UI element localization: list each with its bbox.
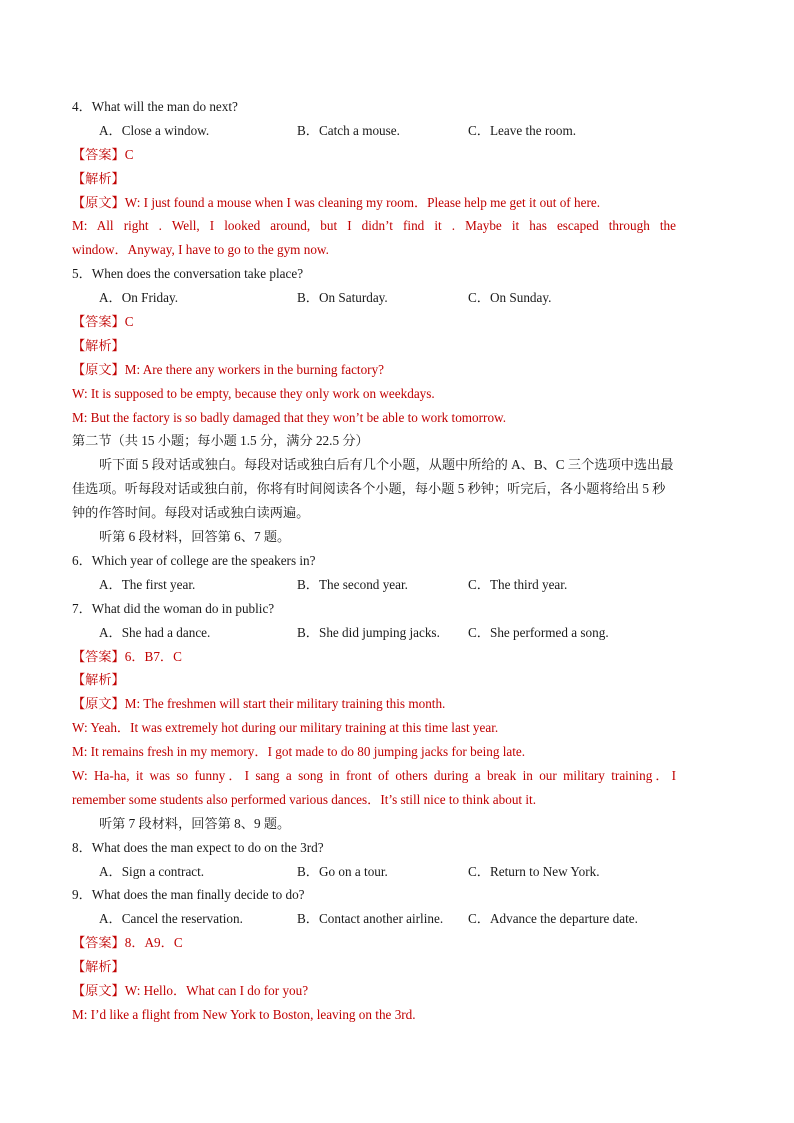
option-b: B．Catch a mouse. <box>297 122 400 138</box>
answer-tag: 【答案】 <box>72 648 125 664</box>
question-9-options <box>72 907 676 931</box>
question-8: 8．What does the man expect to do on the 3rd? <box>72 839 324 855</box>
question-5: 5．When does the conversation take place? <box>72 266 304 282</box>
question-9: 9．What does the man finally decide to do? <box>72 887 305 903</box>
content <box>72 95 676 1027</box>
transcript-6-line-4: W: Ha-ha, it was so funny．I sang a song in front of others during a break in our military training．I <box>72 767 676 783</box>
answer-6-7 <box>72 645 676 669</box>
option-c: C．Return to New York. <box>468 863 600 879</box>
transcript-text: W: Hello．What can I do for you? <box>124 983 309 998</box>
option-c: C．Advance the departure date. <box>468 911 638 927</box>
question-7-options <box>72 621 676 645</box>
option-c: C．On Sunday. <box>468 290 552 306</box>
option-a: A．Close a window. <box>99 122 210 138</box>
analysis-tag: 【解析】 <box>72 170 125 186</box>
option-c: C．Leave the room. <box>468 122 577 138</box>
transcript-text: M: The freshmen will start their military training this month. <box>124 696 446 712</box>
option-b: B．On Saturday. <box>297 290 388 306</box>
material-7-intro: 听第 7 段材料，回答第 8、9 题。 <box>99 815 291 831</box>
transcript-text: M: Are there any workers in the burning factory? <box>124 361 385 377</box>
question-6: 6．Which year of college are the speakers in? <box>72 552 316 568</box>
answer-tag: 【答案】 <box>72 935 125 951</box>
analysis-tag: 【解析】 <box>72 337 125 353</box>
material-6-intro: 听第 6 段材料，回答第 6、7 题。 <box>99 529 291 545</box>
section-2-instructions: 听下面 5 段对话或独白。每段对话或独白后有几个小题，从题中所给的 A、B、C 三个选项中选出最佳选项。听每段对话或独白前，你将有时间阅读各个小题，每小题 5 秒钟；听完后，各小题将给出 5 秒钟的作答时间。每段对话或独白读两遍。 <box>72 457 674 521</box>
transcript-tag: 【原文】 <box>72 696 125 712</box>
answer-value: C <box>124 314 134 330</box>
question-5-options <box>72 286 676 310</box>
analysis-tag: 【解析】 <box>72 672 125 688</box>
option-a: A．The first year. <box>99 576 196 592</box>
answer-tag: 【答案】 <box>72 146 125 162</box>
transcript-5-line-2: W: It is supposed to be empty, because they only work on weekdays. <box>72 385 435 401</box>
transcript-7-line-1 <box>72 979 676 1003</box>
answer-tag: 【答案】 <box>72 314 125 330</box>
option-c: C．The third year. <box>468 576 568 592</box>
transcript-text: W: I just found a mouse when I was cleaning my room．Please help me get it out of here. <box>124 194 600 210</box>
option-b: B．She did jumping jacks. <box>297 624 440 640</box>
option-a: A．Sign a contract. <box>99 863 205 879</box>
option-b: B．Contact another airline. <box>297 911 444 927</box>
answer-value: C <box>124 146 134 162</box>
transcript-tag: 【原文】 <box>72 361 125 377</box>
option-c: C．She performed a song. <box>468 624 609 640</box>
transcript-6-line-1 <box>72 692 676 716</box>
question-6-options <box>72 573 676 597</box>
answer-4 <box>72 143 676 167</box>
transcript-7-line-2: M: I’d like a flight from New York to Boston, leaving on the 3rd. <box>72 1006 416 1022</box>
analysis-tag: 【解析】 <box>72 959 125 975</box>
transcript-6-line-5: remember some students also performed various dances．It’s still nice to think about it. <box>72 791 537 807</box>
answer-value: 6．B7．C <box>124 648 182 664</box>
transcript-6-line-2: W: Yeah．It was extremely hot during our military training at this time last year. <box>72 720 499 736</box>
transcript-4-line-1 <box>72 191 676 215</box>
transcript-6-line-3: M: It remains fresh in my memory．I got made to do 80 jumping jacks for being late. <box>72 744 526 760</box>
transcript-tag: 【原文】 <box>72 983 125 998</box>
answer-5 <box>72 310 676 334</box>
section-2-title: 第二节（共 15 小题；每小题 1.5 分，满分 22.5 分） <box>72 433 369 449</box>
question-4-options <box>72 119 676 143</box>
option-a: A．On Friday. <box>99 290 178 306</box>
transcript-5-line-1 <box>72 358 676 382</box>
question-7: 7．What did the woman do in public? <box>72 600 275 616</box>
question-8-options <box>72 860 676 884</box>
transcript-4-line-2: M: All right . Well, I looked around, but I didn’t find it . Maybe it has escaped through the <box>72 218 676 234</box>
option-a: A．Cancel the reservation. <box>99 911 243 927</box>
option-a: A．She had a dance. <box>99 624 211 640</box>
option-b: B．The second year. <box>297 576 408 592</box>
answer-value: 8．A9．C <box>124 935 183 951</box>
transcript-tag: 【原文】 <box>72 194 125 210</box>
transcript-4-line-3: window．Anyway, I have to go to the gym now. <box>72 242 329 258</box>
transcript-5-line-3: M: But the factory is so badly damaged that they won’t be able to work tomorrow. <box>72 409 506 425</box>
answer-8-9 <box>72 931 676 955</box>
option-b: B．Go on a tour. <box>297 863 388 879</box>
question-4: 4．What will the man do next? <box>72 99 238 114</box>
